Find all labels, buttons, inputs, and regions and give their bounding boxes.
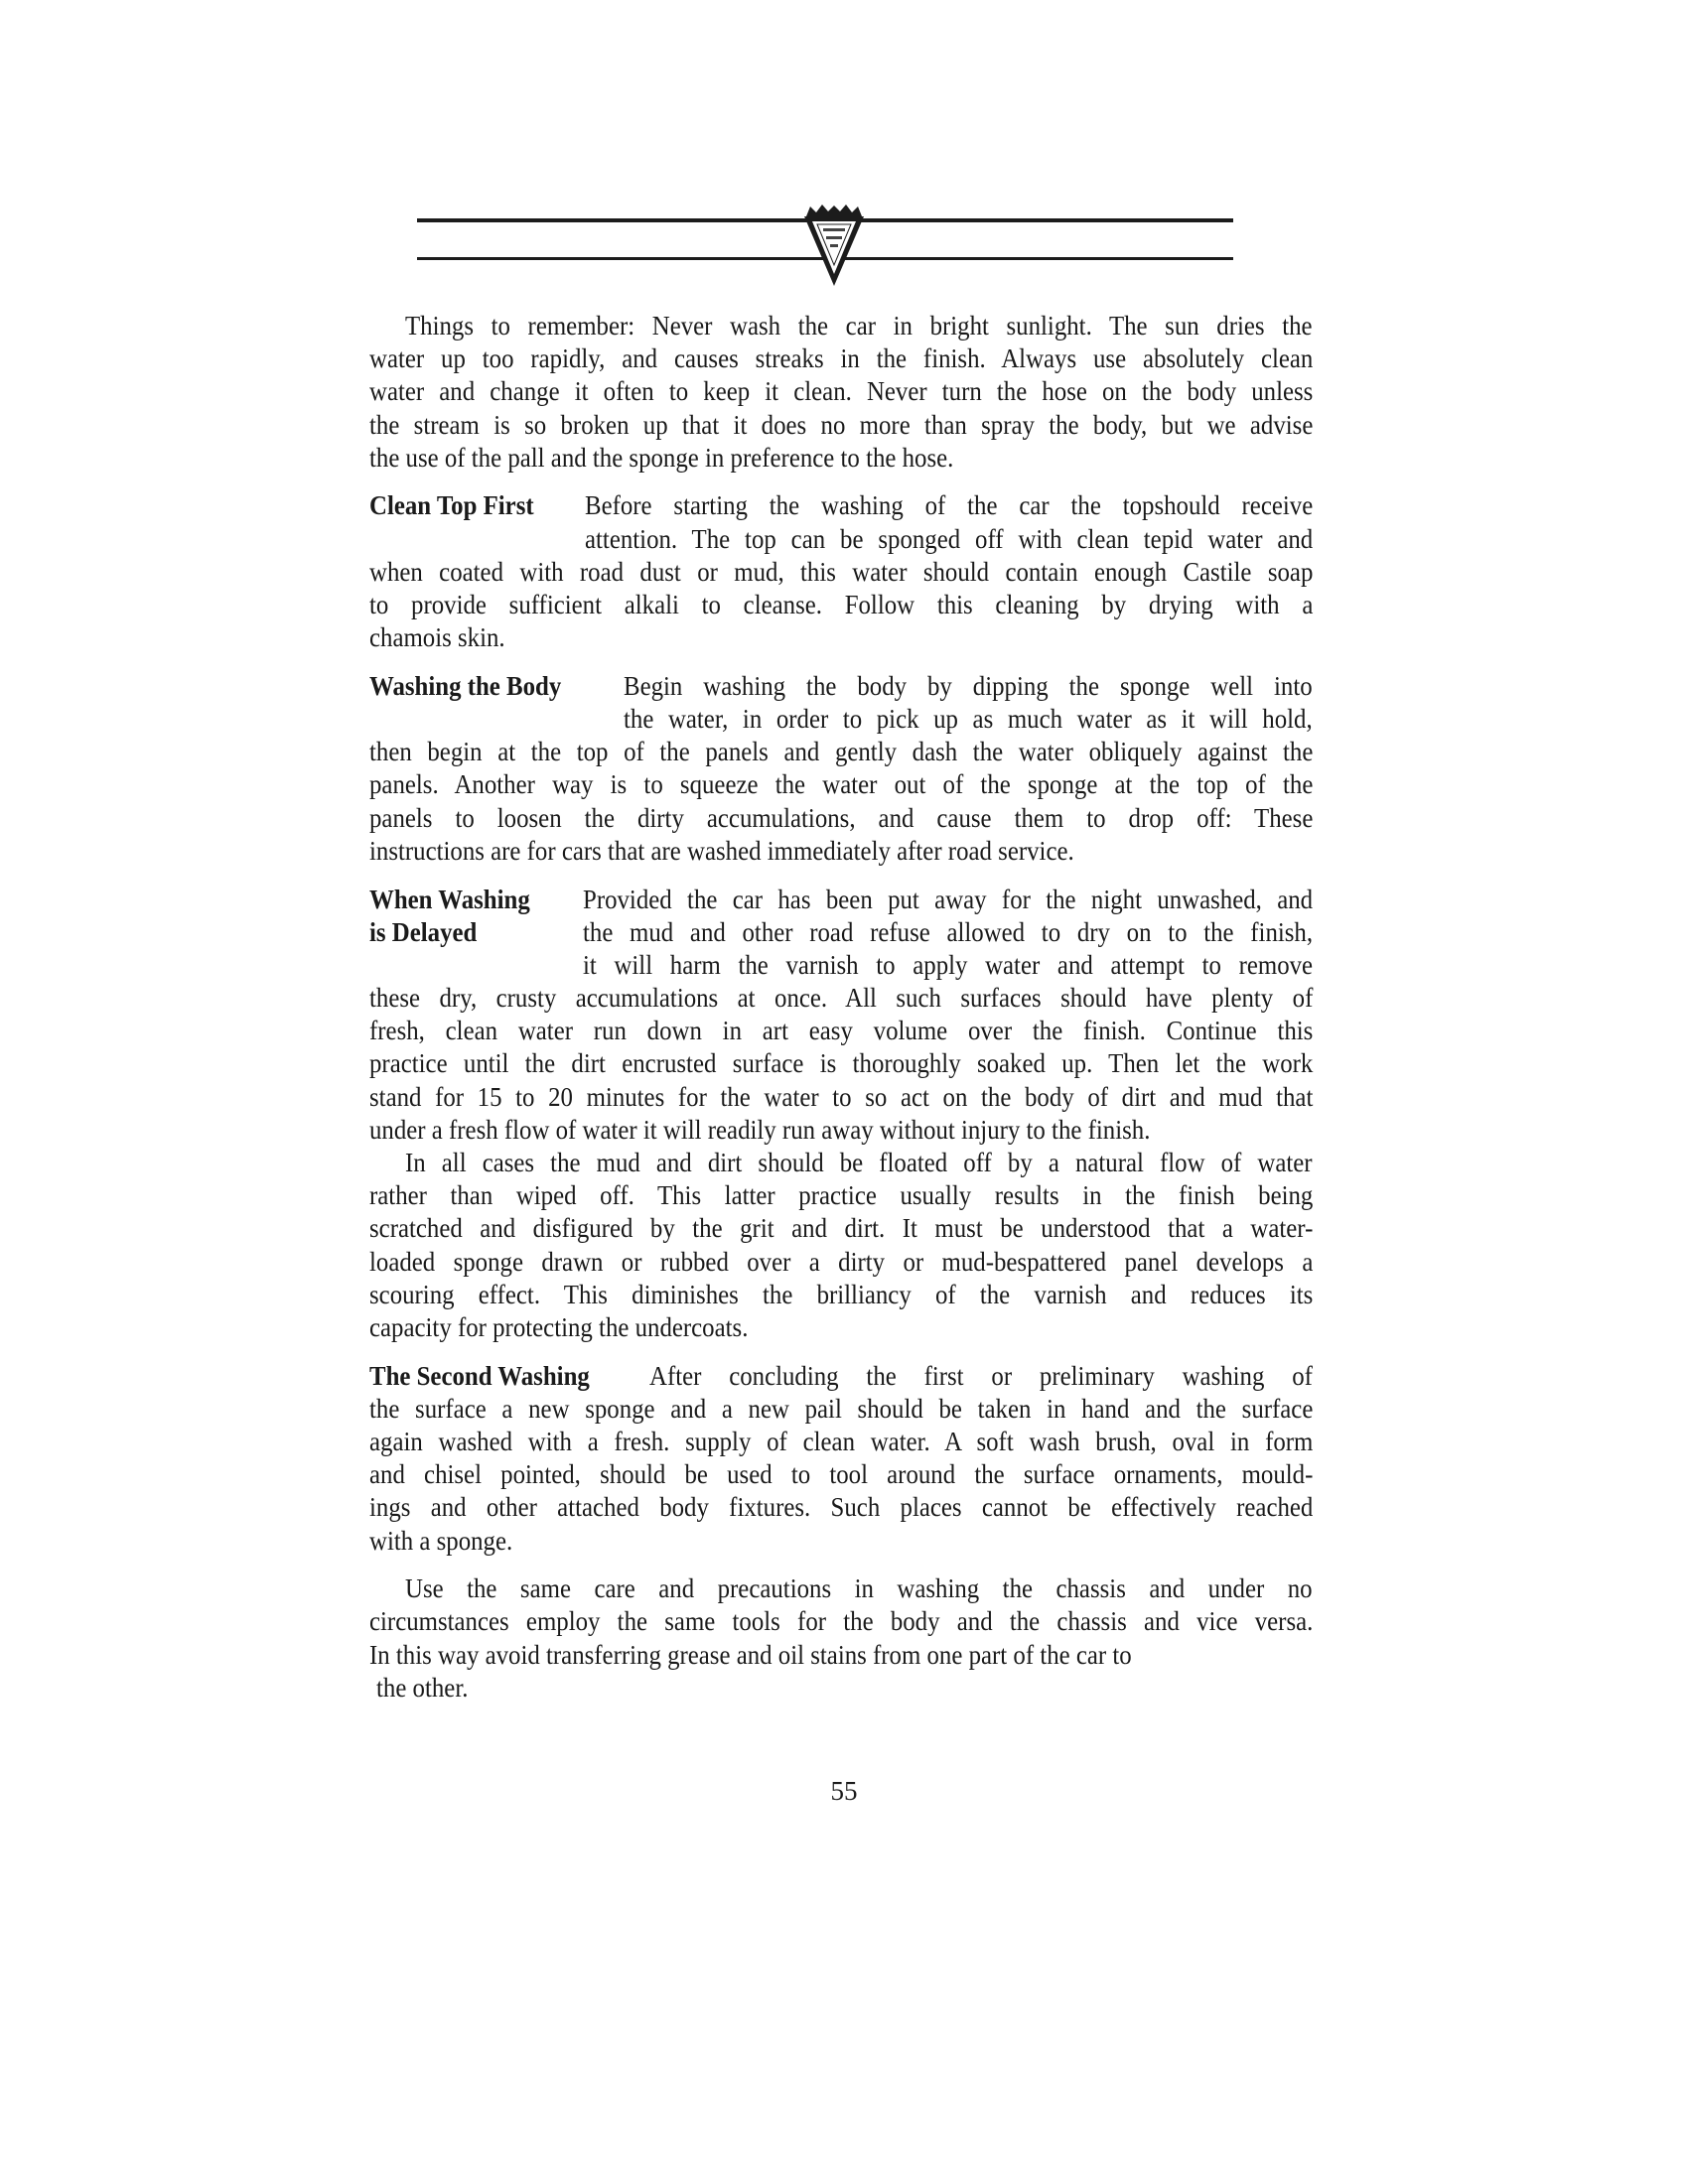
text-line: Provided the car has been put away for the night unwashed, and bbox=[583, 884, 1314, 914]
text-line: the surface a new sponge and a new pail should be taken in hand and the surface bbox=[369, 1393, 1314, 1424]
text-line: stand for 15 to 20 minutes for the water to so act on the body of dirt and mud that bbox=[369, 1081, 1314, 1112]
section-clean-top-first bbox=[369, 489, 1313, 654]
text-line: the stream is so broken up that it does no more than spray the body, but we advise bbox=[369, 409, 1314, 440]
text-line: attention. The top can be sponged off with clean tepid water and bbox=[585, 523, 1314, 554]
text-line: when coated with road dust or mud, this water should contain enough Castile soap bbox=[369, 556, 1314, 587]
text-line: water and change it often to keep it clean. Never turn the hose on the body unless bbox=[369, 376, 1314, 407]
text-line: Use the same care and precautions in washing the chassis and under no bbox=[405, 1573, 1313, 1604]
text-line: the use of the pall and the sponge in preference to the hose. bbox=[369, 442, 954, 473]
section-heading-line-2: is Delayed bbox=[369, 916, 478, 947]
text-line: capacity for protecting the undercoats. bbox=[369, 1311, 749, 1342]
text-line: Begin washing the body by dipping the sponge well into bbox=[624, 670, 1313, 701]
text-line: Things to remember: Never wash the car in bright sunlight. The sun dries the bbox=[405, 311, 1313, 341]
text-line: In all cases the mud and dirt should be floated off by a natural flow of water bbox=[405, 1148, 1313, 1177]
section-heading: Clean Top First bbox=[369, 490, 534, 521]
text-line: In this way avoid transferring grease and oil stains from one part of the car to bbox=[369, 1639, 1132, 1670]
text-line: After concluding the first or preliminary washing of bbox=[649, 1360, 1313, 1391]
text-line: to provide sufficient alkali to cleanse. Follow this cleaning by drying with a bbox=[369, 590, 1314, 619]
section-heading: When Washing bbox=[369, 884, 530, 914]
text-line: panels to loosen the dirty accumulations, and cause them to drop off: These bbox=[369, 802, 1314, 833]
text-line: the other. bbox=[376, 1672, 469, 1703]
text-line: then begin at the top of the panels and gently dash the water obliquely against the bbox=[369, 737, 1314, 767]
section-the-second-washing bbox=[369, 1360, 1313, 1558]
text-line: the mud and other road refuse allowed to dry on to the finish, bbox=[583, 916, 1314, 947]
text-line: with a sponge. bbox=[369, 1525, 513, 1556]
text-line: practice until the dirt encrusted surface is thoroughly soaked up. Then let the work bbox=[369, 1048, 1314, 1079]
text-line: under a fresh flow of water it will readily run away without injury to the finish. bbox=[369, 1114, 1151, 1145]
text-line: panels. Another way is to squeeze the water out of the sponge at the top of the bbox=[369, 769, 1314, 800]
section-when-washing-is-delayed bbox=[369, 884, 1313, 1345]
text-line: rather than wiped off. This latter practice usually results in the finish being bbox=[369, 1180, 1314, 1211]
text-line: circumstances employ the same tools for the body and the chassis and vice versa. bbox=[369, 1606, 1314, 1637]
text-line: ings and other attached body fixtures. Such places cannot be effectively reached bbox=[369, 1492, 1314, 1523]
text-line: these dry, crusty accumulations at once. All such surfaces should have plenty of bbox=[369, 983, 1314, 1014]
text-line: it will harm the varnish to apply water and attempt to remove bbox=[583, 949, 1314, 980]
text-line: water up too rapidly, and causes streaks in the finish. Always use absolutely clean bbox=[369, 343, 1314, 374]
text-line: scouring effect. This diminishes the brilliancy of the varnish and reduces its bbox=[369, 1279, 1314, 1309]
section-washing-the-body bbox=[369, 670, 1313, 868]
text-line: Before starting the washing of the car the topshould receive bbox=[585, 490, 1314, 521]
section-heading: Washing the Body bbox=[369, 670, 562, 701]
text-line: fresh, clean water run down in art easy volume over the finish. Continue this bbox=[369, 1016, 1314, 1046]
paragraph-things-to-remember bbox=[369, 310, 1313, 475]
body-text bbox=[369, 310, 1313, 1705]
hudson-super-six-emblem-icon bbox=[802, 203, 866, 288]
text-line: and chisel pointed, should be used to tool around the surface ornaments, mould- bbox=[369, 1459, 1314, 1490]
text-line: again washed with a fresh. supply of clean water. A soft wash brush, oval in form bbox=[369, 1427, 1314, 1456]
section-heading: The Second Washing bbox=[369, 1360, 590, 1391]
text-line: the water, in order to pick up as much water as it will hold, bbox=[624, 704, 1313, 735]
text-line: instructions are for cars that are washed immediately after road service. bbox=[369, 835, 1074, 866]
page-number: 55 bbox=[830, 1776, 858, 1806]
paragraph-chassis-care bbox=[369, 1572, 1313, 1705]
text-line: scratched and disfigured by the grit and dirt. It must be understood that a water- bbox=[369, 1213, 1314, 1244]
text-line: chamois skin. bbox=[369, 622, 505, 653]
text-line: loaded sponge drawn or rubbed over a dirty or mud-bespattered panel develops a bbox=[369, 1246, 1314, 1277]
